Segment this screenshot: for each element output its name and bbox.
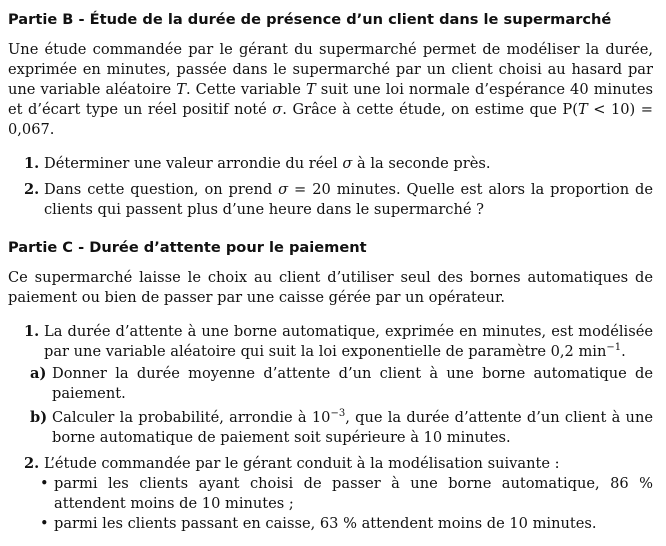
bullet-icon: • [40, 515, 49, 532]
partC-question-1a: a) Donner la durée moyenne d’attente d’un client à une borne automatique de paiement. [30, 365, 653, 402]
bullet-item: • parmi les clients passant en caisse, 63 % attendent moins de 10 minutes. [40, 515, 597, 532]
partB-question-2: 2. Dans cette question, on prend σ = 20 minutes. Quelle est alors la proportion de clients qui passent plus d’une heure dans le supermarché ? [24, 181, 653, 218]
partB-question-1: 1. Déterminer une valeur arrondie du réel σ à la seconde près. [24, 155, 491, 172]
partC-questions [8, 322, 653, 534]
partC-question-1-subitems [30, 364, 653, 448]
partC-question-1: 1. La durée d’attente à une borne automatique, exprimée en minutes, est modélisée par une variable aléatoire qui suit la loi exponentielle de paramètre 0,2 $\min^{-1}$. a) Donner la durée moyenne d’attente d’un client à une borne automatique de paiement. b) Calculer la probabilité, arrondie à $10^{-3}$, que la durée d’attente d’un client à une borne automatique de paiement soit supérieure à 10 minutes. [24, 323, 653, 446]
partC-question-1b: b) Calculer la probabilité, arrondie à $10^{-3}$, que la durée d’attente d’un client à une borne automatique de paiement soit supérieure à 10 minutes. [30, 408, 653, 446]
partC-question-2-bullets [40, 474, 653, 534]
partC-intro: Ce supermarché laisse le choix au client d’utiliser seul des bornes automatiques de paiement ou bien de passer par une caisse gérée par un opérateur. [8, 269, 653, 306]
partB-questions [8, 154, 653, 220]
partC-question-2: 2. L’étude commandée par le gérant conduit à la modélisation suivante : • parmi les clients ayant choisi de passer à une borne automatique, 86 % attendent moins de 10 minutes ; • parmi les clients passant en caisse, 63 % attendent moins de 10 minutes. [24, 455, 653, 532]
partB-intro: Une étude commandée par le gérant du supermarché permet de modéliser la durée, exprimée en minutes, passée dans le supermarché par un client choisi au hasard par une variable aléatoire T. Cette variable T suit une loi normale d’espérance 40 minutes et d’écart type un réel positif noté σ. Grâce à cette étude, on estime que P(T < 10) = 0,067. [8, 41, 653, 138]
partC-heading: Partie C - Durée d’attente pour le paiement [8, 239, 367, 256]
bullet-item: • parmi les clients ayant choisi de passer à une borne automatique, 86 % attendent moins de 10 minutes ; [40, 475, 653, 512]
partB-heading: Partie B - Étude de la durée de présence d’un client dans le supermarché [8, 11, 612, 28]
bullet-icon: • [40, 475, 49, 492]
exercise-page [8, 10, 653, 546]
var-T: T [176, 81, 186, 98]
